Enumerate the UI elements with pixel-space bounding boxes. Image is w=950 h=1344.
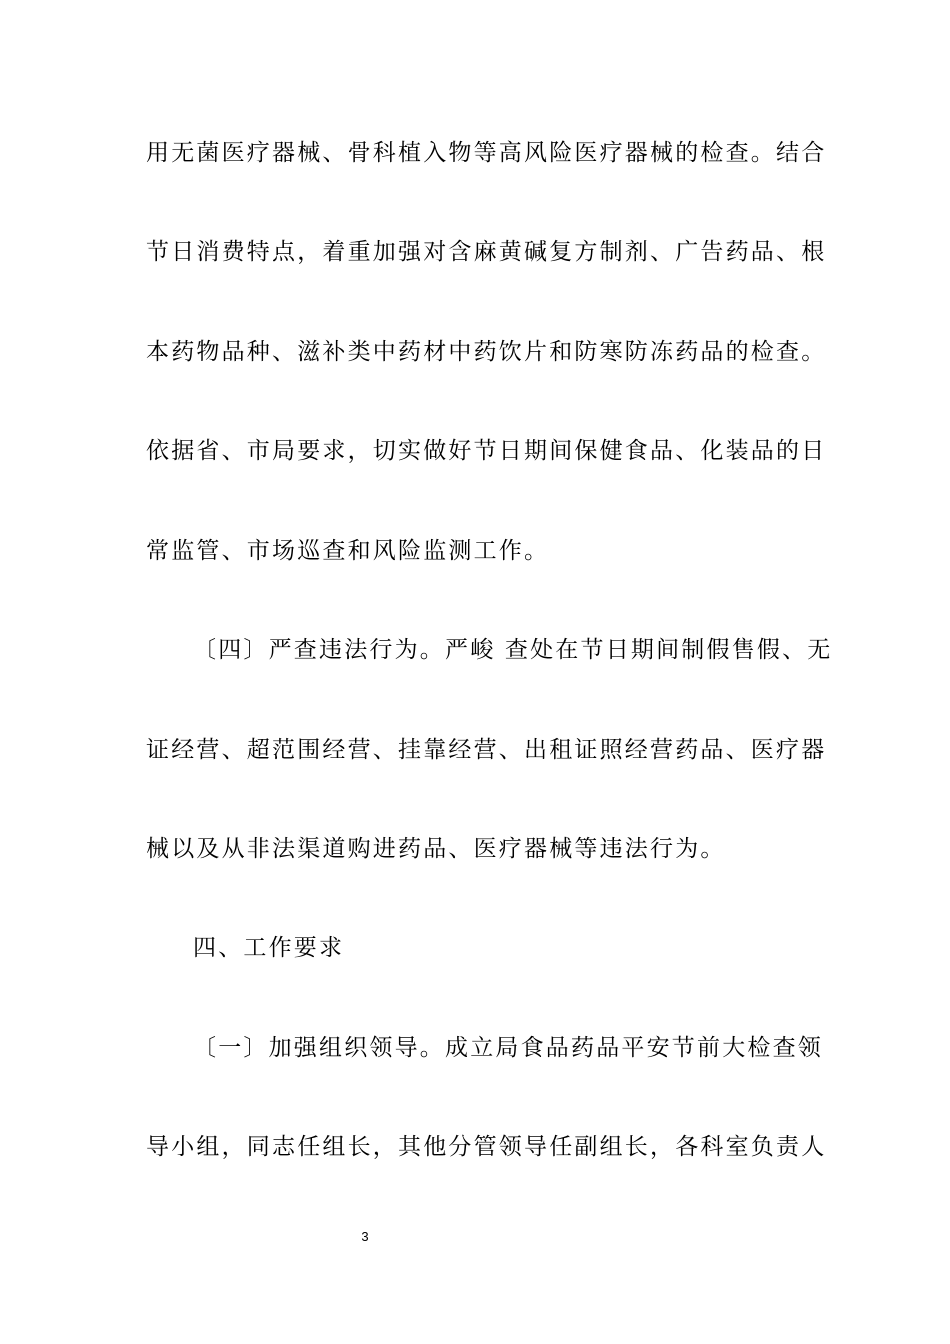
subsection-one-paragraph-start: 〔一〕加强组织领导。成立局食品药品平安节前大检查领 bbox=[193, 1035, 823, 1061]
body-text-line-1: 用无菌医疗器械、骨科植入物等高风险医疗器械的检查。结合 bbox=[146, 140, 827, 166]
body-text-line-2: 节日消费特点，着重加强对含麻黄碱复方制剂、广告药品、根 bbox=[146, 239, 827, 265]
section-heading: 四、工作要求 bbox=[193, 935, 345, 961]
body-text-line-11: 导小组，同志任组长，其他分管领导任副组长，各科室负责人 bbox=[146, 1134, 827, 1160]
body-text-line-5: 常监管、市场巡查和风险监测工作。 bbox=[146, 538, 550, 564]
page-number: 3 bbox=[361, 1229, 369, 1244]
section-four-paragraph-start: 〔四〕严查违法行为。严峻 查处在节日期间制假售假、无 bbox=[193, 637, 833, 663]
body-text-line-4: 依据省、市局要求，切实做好节日期间保健食品、化装品的日 bbox=[146, 438, 827, 464]
body-text-line-8: 械以及从非法渠道购进药品、医疗器械等违法行为。 bbox=[146, 836, 726, 862]
body-text-line-7: 证经营、超范围经营、挂靠经营、出租证照经营药品、医疗器 bbox=[146, 737, 827, 763]
body-text-line-3: 本药物品种、滋补类中药材中药饮片和防寒防冻药品的检查。 bbox=[146, 339, 827, 365]
